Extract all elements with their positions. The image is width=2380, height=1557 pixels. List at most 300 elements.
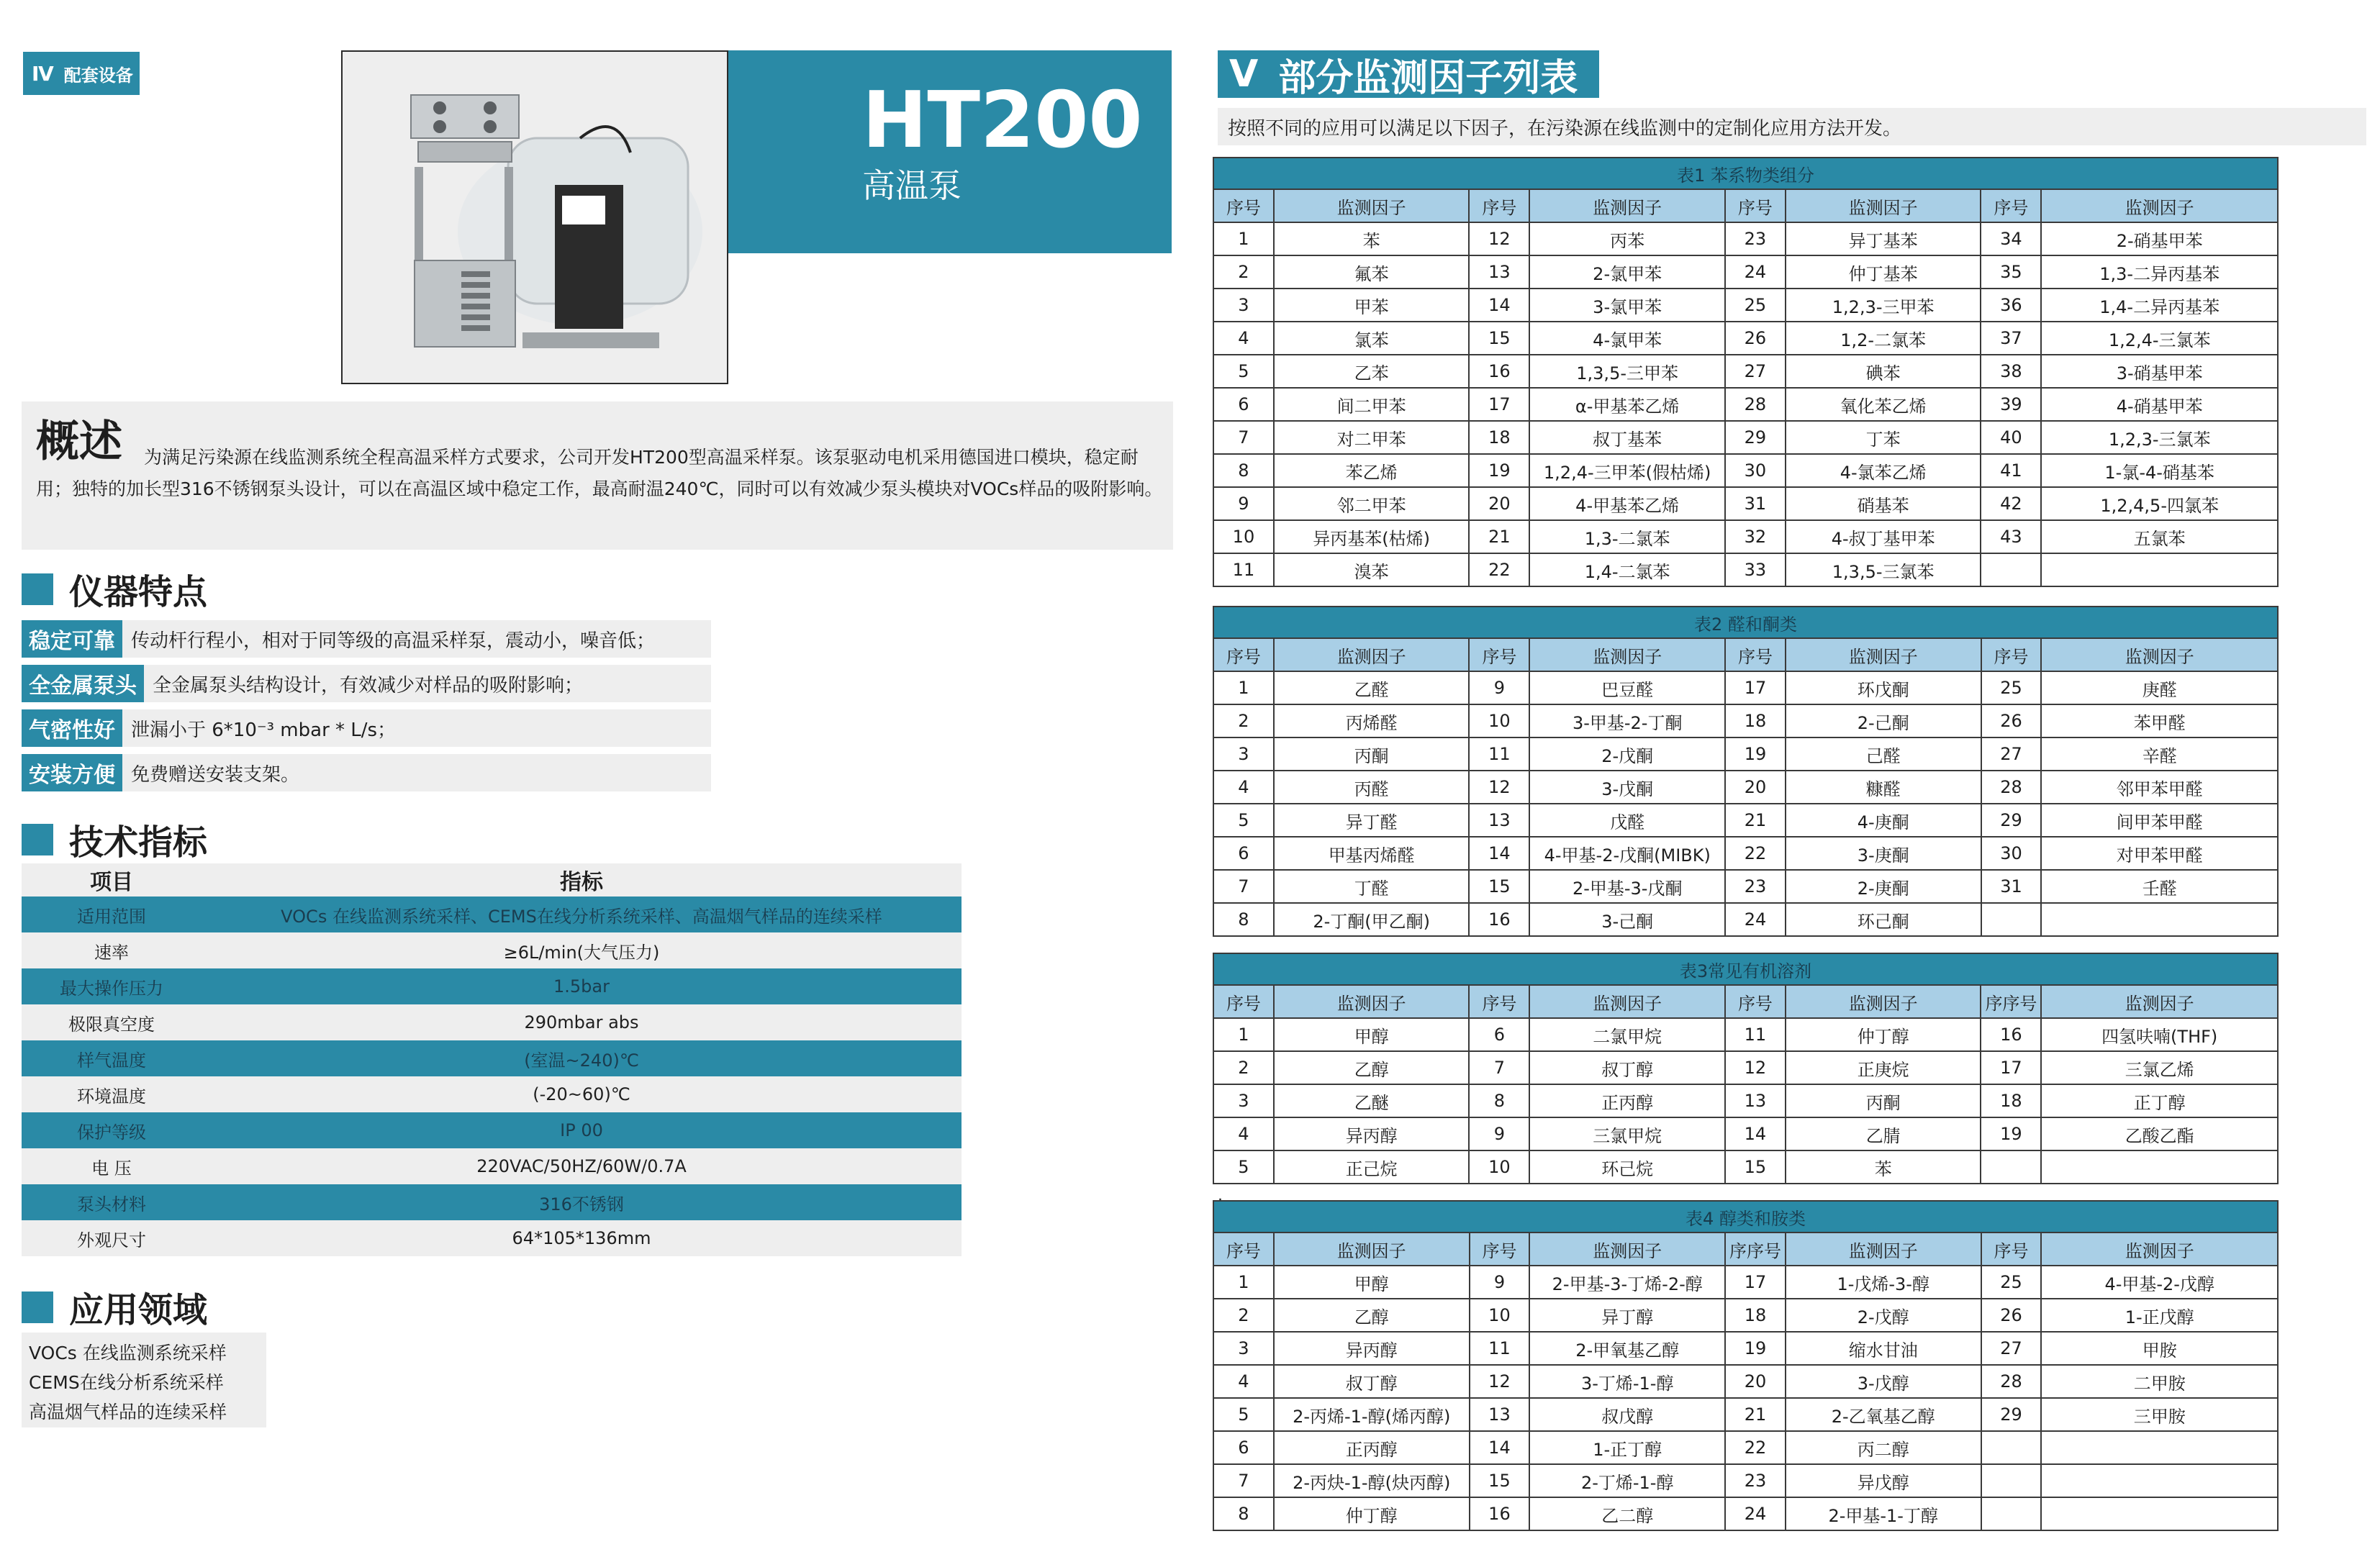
factor-name: 三氯甲烷 <box>1529 1117 1725 1150</box>
section-label: 配套设备 <box>63 65 133 86</box>
row-index: 2 <box>1213 704 1274 737</box>
row-index: 29 <box>1981 1398 2042 1431</box>
monitoring-note: 按照不同的应用可以满足以下因子，在污染源在线监测中的定制化应用方法开发。 <box>1218 108 2366 145</box>
factor-name: 苯 <box>1786 1150 1981 1184</box>
factor-name: 2-硝基甲苯 <box>2041 222 2278 255</box>
spec-value: ≥6L/min(大气压力) <box>202 932 961 968</box>
factor-name: 1,3-二氯苯 <box>1529 520 1725 553</box>
row-index: 40 <box>1981 421 2041 454</box>
row-index <box>1981 1464 2042 1497</box>
row-index: 21 <box>1725 1398 1786 1431</box>
spec-item: 适用范围 <box>22 896 202 932</box>
spec-item: 最大操作压力 <box>22 968 202 1004</box>
factor-name: 异丁醇 <box>1529 1299 1725 1332</box>
row-index: 38 <box>1981 355 2041 388</box>
spec-value: 290mbar abs <box>202 1004 961 1040</box>
row-index: 16 <box>1469 355 1529 388</box>
table-header: 监测因子 <box>1786 638 1981 671</box>
row-index: 10 <box>1470 1299 1530 1332</box>
table-header: 监测因子 <box>1274 985 1470 1018</box>
row-index: 9 <box>1469 1117 1529 1150</box>
row-index: 14 <box>1470 1431 1530 1464</box>
factor-name: 乙醛 <box>1274 671 1470 704</box>
factor-name: 2-戊酮 <box>1529 737 1725 771</box>
row-index: 1 <box>1213 671 1274 704</box>
factor-name: 1,2,4,5-四氯苯 <box>2041 487 2278 520</box>
heading-square-icon <box>22 573 53 605</box>
application-item: VOCs 在线监测系统采样 <box>29 1343 227 1363</box>
table-header: 序序号 <box>1725 1233 1786 1266</box>
row-index: 6 <box>1213 388 1274 421</box>
factor-name: 戊醛 <box>1529 804 1725 837</box>
table-row <box>1213 255 2278 289</box>
factor-name: 丙苯 <box>1529 222 1725 255</box>
table-row <box>1213 553 2278 586</box>
row-index: 10 <box>1469 1150 1529 1184</box>
table-header: 序号 <box>1981 189 2041 222</box>
factor-name: 正丁醇 <box>2041 1084 2278 1117</box>
factor-name: 3-甲基-2-丁酮 <box>1529 704 1725 737</box>
table-header: 监测因子 <box>2041 638 2278 671</box>
factor-name: 巴豆醛 <box>1529 671 1725 704</box>
row-index: 2 <box>1213 1051 1274 1084</box>
factor-name: 1,3-二异丙基苯 <box>2041 255 2278 289</box>
row-index: 25 <box>1981 671 2042 704</box>
factor-name: 壬醛 <box>2041 870 2278 903</box>
factor-table <box>1213 953 2279 1184</box>
table-header: 监测因子 <box>1529 638 1725 671</box>
row-index: 3 <box>1213 289 1274 322</box>
features-heading-text: 仪器特点 <box>69 572 208 612</box>
row-index: 13 <box>1725 1084 1786 1117</box>
factor-name: 1-戊烯-3-醇 <box>1786 1266 1981 1299</box>
row-index: 25 <box>1725 289 1786 322</box>
table-caption: 表4 醇类和胺类 <box>1213 1201 2278 1233</box>
table-header: 监测因子 <box>1274 189 1470 222</box>
row-index: 9 <box>1213 487 1274 520</box>
factor-name: 正丙醇 <box>1529 1084 1725 1117</box>
row-index: 14 <box>1469 289 1529 322</box>
table-header: 序号 <box>1213 638 1274 671</box>
table-header: 序号 <box>1213 189 1274 222</box>
heading-square-icon <box>22 1292 53 1323</box>
factor-name: 丙二醇 <box>1786 1431 1981 1464</box>
row-index: 9 <box>1470 1266 1530 1299</box>
table-row <box>1213 1398 2278 1431</box>
factor-name: 4-甲基-2-戊酮(MIBK) <box>1529 837 1725 870</box>
spec-col-value: 指标 <box>202 863 961 896</box>
spec-value: 316不锈钢 <box>202 1184 961 1220</box>
table-header: 监测因子 <box>1274 1233 1470 1266</box>
product-model: HT200 <box>862 76 1143 165</box>
factor-table <box>1213 606 2279 937</box>
row-index: 35 <box>1981 255 2041 289</box>
factor-name: 正丙醇 <box>1274 1431 1470 1464</box>
product-name: 高温泵 <box>862 166 961 205</box>
table-header: 监测因子 <box>1274 638 1470 671</box>
row-index: 15 <box>1469 322 1529 355</box>
section-roman: Ⅳ <box>32 61 54 86</box>
spec-row <box>22 932 961 968</box>
factor-name: 乙苯 <box>1274 355 1470 388</box>
table-row <box>1213 1365 2278 1398</box>
factor-name: 环戊酮 <box>1786 671 1981 704</box>
factor-name: 1,2,3-三氯苯 <box>2041 421 2278 454</box>
row-index: 26 <box>1725 322 1786 355</box>
factor-name: 氟苯 <box>1274 255 1470 289</box>
table-row <box>1213 1150 2278 1184</box>
factor-name: 4-氯苯乙烯 <box>1786 454 1981 487</box>
factor-name: 甲苯 <box>1274 289 1470 322</box>
feature-label: 气密性好 <box>22 709 122 747</box>
section-tag <box>23 52 140 95</box>
factor-name: α-甲基苯乙烯 <box>1529 388 1725 421</box>
row-index: 7 <box>1213 421 1274 454</box>
factor-name: 碘苯 <box>1786 355 1981 388</box>
factor-name: 2-丁酮(甲乙酮) <box>1274 903 1470 936</box>
row-index: 15 <box>1470 1464 1530 1497</box>
row-index: 12 <box>1469 771 1529 804</box>
factor-name: 环己烷 <box>1529 1150 1725 1184</box>
factor-name: 异丁基苯 <box>1786 222 1981 255</box>
spec-row <box>22 1184 961 1220</box>
table-header: 序号 <box>1213 985 1274 1018</box>
table-header: 序号 <box>1469 638 1529 671</box>
row-index <box>1981 903 2042 936</box>
row-index: 22 <box>1469 553 1529 586</box>
row-index: 1 <box>1213 222 1274 255</box>
row-index: 21 <box>1469 520 1529 553</box>
row-index: 19 <box>1981 1117 2041 1150</box>
factor-name: 3-戊醇 <box>1786 1365 1981 1398</box>
spec-value: IP 00 <box>202 1112 961 1148</box>
feature-row <box>22 754 711 791</box>
factor-name: 1,3,5-三甲苯 <box>1529 355 1725 388</box>
row-index: 9 <box>1469 671 1529 704</box>
row-index: 24 <box>1725 255 1786 289</box>
row-index <box>1981 1497 2042 1530</box>
factor-name <box>2041 1497 2278 1530</box>
row-index: 16 <box>1981 1018 2041 1051</box>
factor-name: 叔戊醇 <box>1529 1398 1725 1431</box>
row-index: 37 <box>1981 322 2041 355</box>
row-index: 7 <box>1469 1051 1529 1084</box>
row-index: 2 <box>1213 255 1274 289</box>
monitoring-factors-title <box>1218 50 1599 98</box>
row-index: 5 <box>1213 1398 1274 1431</box>
factor-name: 丁醛 <box>1274 870 1470 903</box>
table-row <box>1213 771 2278 804</box>
row-index: 19 <box>1469 454 1529 487</box>
row-index: 23 <box>1725 870 1786 903</box>
table-row <box>1213 355 2278 388</box>
table-row <box>1213 704 2278 737</box>
row-index: 29 <box>1725 421 1786 454</box>
features-heading <box>22 564 207 614</box>
feature-label: 安装方便 <box>22 754 122 791</box>
table-header: 监测因子 <box>2041 985 2278 1018</box>
factor-name: 甲胺 <box>2041 1332 2278 1365</box>
factor-table <box>1213 1200 2279 1531</box>
factor-name: 仲丁醇 <box>1274 1497 1470 1530</box>
table-row <box>1213 1051 2278 1084</box>
row-index: 16 <box>1469 903 1529 936</box>
factor-name <box>2041 1431 2278 1464</box>
row-index: 18 <box>1981 1084 2041 1117</box>
factor-name: 三氯乙烯 <box>2041 1051 2278 1084</box>
feature-row <box>22 620 711 658</box>
factor-name: 邻二甲苯 <box>1274 487 1470 520</box>
factor-name: 3-硝基甲苯 <box>2041 355 2278 388</box>
factor-name: 2-丙烯-1-醇(烯丙醇) <box>1274 1398 1470 1431</box>
spec-value: 1.5bar <box>202 968 961 1004</box>
table-header: 序号 <box>1725 638 1786 671</box>
factor-name: 氧化苯乙烯 <box>1786 388 1981 421</box>
factor-name: 丁苯 <box>1786 421 1981 454</box>
row-index: 24 <box>1725 1497 1786 1530</box>
table-row <box>1213 388 2278 421</box>
factor-name: 糠醛 <box>1786 771 1981 804</box>
table-row <box>1213 1084 2278 1117</box>
spec-item: 电 压 <box>22 1148 202 1184</box>
specs-heading-text: 技术指标 <box>69 822 208 863</box>
row-index: 12 <box>1470 1365 1530 1398</box>
factor-name: 1,3,5-三氯苯 <box>1786 553 1981 586</box>
factor-name: 2-氯甲苯 <box>1529 255 1725 289</box>
row-index: 1 <box>1213 1266 1274 1299</box>
factor-name: 2-甲基-1-丁醇 <box>1786 1497 1981 1530</box>
row-index: 5 <box>1213 1150 1274 1184</box>
table-header: 序号 <box>1725 189 1786 222</box>
factor-name: 1,4-二氯苯 <box>1529 553 1725 586</box>
row-index: 8 <box>1469 1084 1529 1117</box>
row-index: 22 <box>1725 1431 1786 1464</box>
table-header: 监测因子 <box>2041 1233 2278 1266</box>
table-row <box>1213 1497 2278 1530</box>
row-index: 19 <box>1725 737 1786 771</box>
factor-name: 缩水甘油 <box>1786 1332 1981 1365</box>
row-index <box>1981 1150 2041 1184</box>
row-index: 15 <box>1725 1150 1786 1184</box>
factor-name: 4-氯甲苯 <box>1529 322 1725 355</box>
row-index: 32 <box>1725 520 1786 553</box>
row-index: 3 <box>1213 1084 1274 1117</box>
factor-name: 异丙醇 <box>1274 1117 1470 1150</box>
factor-name: 氯苯 <box>1274 322 1470 355</box>
factor-name: 丙醛 <box>1274 771 1470 804</box>
factor-name: 丙酮 <box>1274 737 1470 771</box>
factor-name: 间二甲苯 <box>1274 388 1470 421</box>
factor-name: 4-硝基甲苯 <box>2041 388 2278 421</box>
row-index: 25 <box>1981 1266 2042 1299</box>
table-header: 序序号 <box>1981 985 2041 1018</box>
row-index: 41 <box>1981 454 2041 487</box>
applications-heading-text: 应用领域 <box>69 1290 208 1330</box>
table-header: 监测因子 <box>1529 1233 1725 1266</box>
row-index: 11 <box>1470 1332 1530 1365</box>
factor-name: 3-戊酮 <box>1529 771 1725 804</box>
row-index: 27 <box>1981 737 2042 771</box>
factor-name: 2-庚酮 <box>1786 870 1981 903</box>
factor-name: 异戊醇 <box>1786 1464 1981 1497</box>
factor-name: 4-庚酮 <box>1786 804 1981 837</box>
row-index: 6 <box>1213 837 1274 870</box>
application-item: CEMS在线分析系统采样 <box>29 1372 224 1393</box>
table-row <box>1213 222 2278 255</box>
table-row <box>1213 1332 2278 1365</box>
row-index: 4 <box>1213 322 1274 355</box>
table-row <box>1213 1018 2278 1051</box>
row-index: 12 <box>1469 222 1529 255</box>
factor-name: 4-叔丁基甲苯 <box>1786 520 1981 553</box>
factor-name: 1-正戊醇 <box>2041 1299 2278 1332</box>
factor-name: 2-戊醇 <box>1786 1299 1981 1332</box>
row-index: 30 <box>1981 837 2042 870</box>
row-index: 23 <box>1725 222 1786 255</box>
table-row <box>1213 421 2278 454</box>
row-index: 20 <box>1469 487 1529 520</box>
row-index: 23 <box>1725 1464 1786 1497</box>
table-header: 序号 <box>1470 1233 1530 1266</box>
row-index: 6 <box>1213 1431 1274 1464</box>
pump-illustration <box>343 52 728 384</box>
row-index: 20 <box>1725 1365 1786 1398</box>
row-index: 43 <box>1981 520 2041 553</box>
feature-row <box>22 665 711 702</box>
factor-name: 丙酮 <box>1786 1084 1981 1117</box>
row-index: 10 <box>1213 520 1274 553</box>
specs-heading <box>22 814 207 864</box>
spec-row <box>22 1040 961 1076</box>
factor-name: 异丙醇 <box>1274 1332 1470 1365</box>
pump-photo <box>341 50 728 384</box>
factor-name: 叔丁基苯 <box>1529 421 1725 454</box>
factor-name <box>2041 1464 2278 1497</box>
spec-value: 64*105*136mm <box>202 1220 961 1256</box>
table-row <box>1213 520 2278 553</box>
feature-text: 传动杆行程小，相对于同等级的高温采样泵，震动小，噪音低； <box>131 630 656 652</box>
table-header: 序号 <box>1213 1233 1274 1266</box>
row-index: 13 <box>1469 255 1529 289</box>
factor-name <box>2041 1150 2278 1184</box>
applications-list <box>22 1333 266 1427</box>
row-index: 17 <box>1981 1051 2041 1084</box>
factor-name: 1,2,4-三甲苯(假枯烯) <box>1529 454 1725 487</box>
factor-name: 乙醇 <box>1274 1051 1470 1084</box>
row-index: 36 <box>1981 289 2041 322</box>
spec-item: 极限真空度 <box>22 1004 202 1040</box>
spec-row <box>22 1076 961 1112</box>
table-header: 序号 <box>1469 189 1529 222</box>
feature-label: 稳定可靠 <box>22 620 122 658</box>
row-index: 14 <box>1469 837 1529 870</box>
row-index: 13 <box>1469 804 1529 837</box>
factor-name: 1-正丁醇 <box>1529 1431 1725 1464</box>
row-index <box>1981 1431 2042 1464</box>
row-index: 17 <box>1725 671 1786 704</box>
table-caption: 表2 醛和酮类 <box>1213 607 2278 638</box>
feature-text: 全金属泵头结构设计，有效减少对样品的吸附影响； <box>153 674 584 696</box>
factor-name: 仲丁醇 <box>1786 1018 1981 1051</box>
row-index: 11 <box>1469 737 1529 771</box>
heading-square-icon <box>22 824 53 855</box>
factor-table <box>1213 157 2279 587</box>
feature-text: 免费赠送安装支架。 <box>131 763 300 786</box>
factor-name: 1,2-二氯苯 <box>1786 322 1981 355</box>
factor-name: 乙二醇 <box>1529 1497 1725 1530</box>
row-index: 13 <box>1470 1398 1530 1431</box>
factor-name: 己醛 <box>1786 737 1981 771</box>
factor-name: 甲基丙烯醛 <box>1274 837 1470 870</box>
spec-item: 速率 <box>22 932 202 968</box>
spec-value: (室温~240)℃ <box>202 1040 961 1076</box>
row-index: 20 <box>1725 771 1786 804</box>
spec-item: 样气温度 <box>22 1040 202 1076</box>
factor-name: 甲醇 <box>1274 1018 1470 1051</box>
table-row <box>1213 1464 2278 1497</box>
factor-name: 1,2,3-三甲苯 <box>1786 289 1981 322</box>
table-row <box>1213 1299 2278 1332</box>
row-index: 4 <box>1213 771 1274 804</box>
factor-name: 1,2,4-三氯苯 <box>2041 322 2278 355</box>
factor-name: 叔丁醇 <box>1529 1051 1725 1084</box>
spec-value: VOCs 在线监测系统采样、CEMS在线分析系统采样、高温烟气样品的连续采样 <box>202 896 961 932</box>
table-header: 监测因子 <box>1529 985 1725 1018</box>
factor-name: 溴苯 <box>1274 553 1470 586</box>
spec-row <box>22 1112 961 1148</box>
factor-name <box>2041 903 2278 936</box>
spec-row <box>22 1004 961 1040</box>
factor-name: 苯乙烯 <box>1274 454 1470 487</box>
row-index: 29 <box>1981 804 2042 837</box>
table-row <box>1213 737 2278 771</box>
row-index: 2 <box>1213 1299 1274 1332</box>
spec-item: 泵头材料 <box>22 1184 202 1220</box>
row-index: 19 <box>1725 1332 1786 1365</box>
factor-name: 异丁醛 <box>1274 804 1470 837</box>
row-index: 7 <box>1213 870 1274 903</box>
table-row <box>1213 870 2278 903</box>
row-index: 27 <box>1981 1332 2042 1365</box>
factor-name: 正庚烷 <box>1786 1051 1981 1084</box>
table-row <box>1213 289 2278 322</box>
spec-row <box>22 1148 961 1184</box>
factor-name: 1,4-二异丙基苯 <box>2041 289 2278 322</box>
factor-name: 3-庚酮 <box>1786 837 1981 870</box>
factor-name: 4-甲基苯乙烯 <box>1529 487 1725 520</box>
factor-name: 环己酮 <box>1786 903 1981 936</box>
factor-name: 苯甲醛 <box>2041 704 2278 737</box>
row-index: 30 <box>1725 454 1786 487</box>
row-index: 6 <box>1469 1018 1529 1051</box>
factor-name: 庚醛 <box>2041 671 2278 704</box>
row-index: 31 <box>1981 870 2042 903</box>
factor-name: 2-甲氧基乙醇 <box>1529 1332 1725 1365</box>
product-banner <box>728 50 1172 253</box>
row-index: 28 <box>1725 388 1786 421</box>
row-index: 27 <box>1725 355 1786 388</box>
row-index: 34 <box>1981 222 2041 255</box>
row-index: 14 <box>1725 1117 1786 1150</box>
factor-name: 甲醇 <box>1274 1266 1470 1299</box>
table-header: 序号 <box>1981 638 2042 671</box>
factor-name: 乙酸乙酯 <box>2041 1117 2278 1150</box>
factor-name: 2-己酮 <box>1786 704 1981 737</box>
factor-name: 2-乙氧基乙醇 <box>1786 1398 1981 1431</box>
right-title-text: 部分监测因子列表 <box>1278 56 1578 100</box>
factor-name: 苯 <box>1274 222 1470 255</box>
table-row <box>1213 837 2278 870</box>
